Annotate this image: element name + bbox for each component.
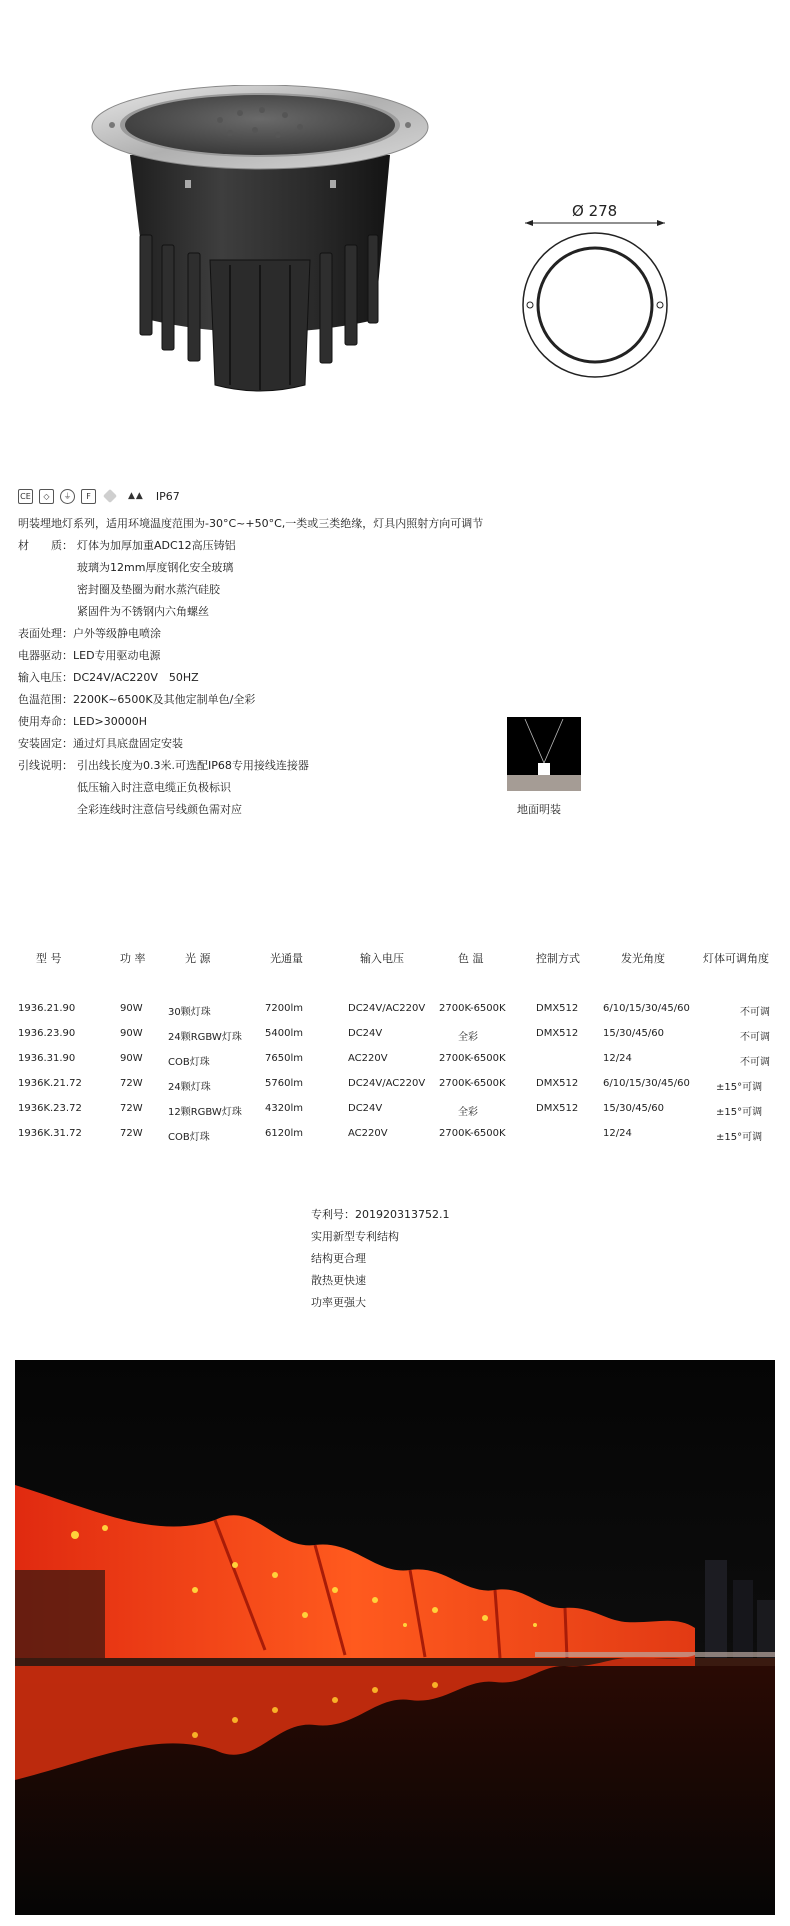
cell-voltage: DC24V/AC220V (348, 1078, 426, 1089)
cell-cct: 2700K-6500K (439, 1053, 506, 1064)
cell-cct: 全彩 (458, 1107, 478, 1118)
cell-power: 72W (120, 1078, 143, 1089)
patent-feature: 散热更快速 (311, 1274, 366, 1287)
cell-voltage: AC220V (348, 1128, 388, 1139)
cell-tilt: ±15°可调 (716, 1107, 763, 1118)
cell-control: DMX512 (536, 1003, 579, 1014)
product-image (90, 85, 430, 405)
cell-beam: 12/24 (603, 1053, 632, 1064)
diamond-icon (103, 489, 117, 503)
spec-installation: 安装固定：通过灯具底盘固定安装 (18, 737, 183, 750)
cell-cct: 2700K-6500K (439, 1078, 506, 1089)
cell-model: 1936.23.90 (18, 1028, 76, 1039)
cell-tilt: ±15°可调 (716, 1132, 763, 1143)
class-ii-icon: ◇ (39, 489, 54, 504)
cell-voltage: DC24V (348, 1103, 383, 1114)
spec-driver: 电器驱动：LED专用驱动电源 (18, 649, 161, 662)
cell-source: COB灯珠 (168, 1132, 210, 1143)
cell-flux: 7200lm (265, 1003, 303, 1014)
ip-rating: IP67 (155, 489, 180, 503)
spec-material-line: 紧固件为不锈钢内六角螺丝 (77, 605, 209, 618)
cell-beam: 12/24 (603, 1128, 632, 1139)
cell-control: DMX512 (536, 1103, 579, 1114)
patent-number: 专利号：201920313752.1 (311, 1208, 450, 1221)
spec-color-temp: 色温范围：2200K~6500K及其他定制单色/全彩 (18, 693, 256, 706)
cell-tilt: 不可调 (740, 1032, 770, 1043)
table-header-power: 功 率 (120, 952, 146, 965)
cell-flux: 4320lm (265, 1103, 303, 1114)
spec-material-line: 灯体为加厚加重ADC12高压铸铝 (77, 539, 236, 552)
table-header-flux: 光通量 (270, 952, 303, 965)
cell-cct: 全彩 (458, 1032, 478, 1043)
table-header-source: 光 源 (185, 952, 211, 965)
cell-beam: 6/10/15/30/45/60 (603, 1003, 690, 1014)
spec-wiring-line: 全彩连线时注意信号线颜色需对应 (77, 803, 242, 816)
patent-feature: 实用新型专利结构 (311, 1230, 399, 1243)
cell-power: 72W (120, 1128, 143, 1139)
cell-model: 1936.31.90 (18, 1053, 76, 1064)
cell-tilt: 不可调 (740, 1007, 770, 1018)
spec-material-label: 材 质： (18, 539, 73, 552)
cell-source: COB灯珠 (168, 1057, 210, 1068)
cell-source: 24颗灯珠 (168, 1082, 211, 1093)
cell-power: 90W (120, 1003, 143, 1014)
cell-flux: 5400lm (265, 1028, 303, 1039)
cell-model: 1936K.31.72 (18, 1128, 82, 1139)
cell-flux: 5760lm (265, 1078, 303, 1089)
cell-voltage: DC24V/AC220V (348, 1003, 426, 1014)
cell-tilt: ±15°可调 (716, 1082, 763, 1093)
cell-power: 90W (120, 1028, 143, 1039)
certification-row (18, 488, 180, 504)
f-mark-icon: F (81, 489, 96, 504)
cell-power: 72W (120, 1103, 143, 1114)
patent-feature: 结构更合理 (311, 1252, 366, 1265)
cell-beam: 15/30/45/60 (603, 1103, 665, 1114)
spec-wiring-line: 低压输入时注意电缆正负极标识 (77, 781, 231, 794)
cell-model: 1936K.23.72 (18, 1103, 82, 1114)
cell-source: 24颗RGBW灯珠 (168, 1032, 242, 1043)
cell-control: DMX512 (536, 1028, 579, 1039)
table-header-voltage: 输入电压 (360, 952, 404, 965)
surface-mount-illustration (507, 717, 581, 791)
spec-wiring-line: 引出线长度为0.3米.可选配IP68专用接线连接器 (77, 759, 309, 772)
spec-surface: 表面处理：户外等级静电喷涂 (18, 627, 161, 640)
diameter-label: Ø 278 (572, 202, 618, 220)
spec-lifetime: 使用寿命：LED>30000H (18, 715, 148, 728)
install-label: 地面明装 (517, 803, 561, 816)
table-header-beam: 发光角度 (621, 952, 665, 965)
earth-icon: ⏚ (60, 489, 75, 504)
table-header-model: 型 号 (36, 952, 62, 965)
spec-voltage: 输入电压：DC24V/AC220V 50HZ (18, 671, 199, 684)
spec-intro: 明装埋地灯系列，适用环境温度范围为-30°C~+50°C,一类或三类绝缘，灯具内照射方向可调节 (18, 517, 484, 530)
cell-flux: 7650lm (265, 1053, 303, 1064)
cell-power: 90W (120, 1053, 143, 1064)
cell-flux: 6120lm (265, 1128, 303, 1139)
cell-tilt: 不可调 (740, 1057, 770, 1068)
table-header-control: 控制方式 (536, 952, 580, 965)
cell-cct: 2700K-6500K (439, 1128, 506, 1139)
cell-cct: 2700K-6500K (439, 1003, 506, 1014)
patent-feature: 功率更强大 (311, 1296, 366, 1309)
cell-source: 30颗灯珠 (168, 1007, 211, 1018)
spec-material-line: 密封圈及垫圈为耐水蒸汽硅胶 (77, 583, 220, 596)
cell-source: 12颗RGBW灯珠 (168, 1107, 242, 1118)
cell-voltage: DC24V (348, 1028, 383, 1039)
table-header-cct: 色 温 (458, 952, 484, 965)
cell-control: DMX512 (536, 1078, 579, 1089)
ce-icon: CE (18, 489, 33, 504)
table-header-tilt: 灯体可调角度 (703, 952, 769, 965)
cell-voltage: AC220V (348, 1053, 388, 1064)
spec-material-line: 玻璃为12mm厚度钢化安全玻璃 (77, 561, 234, 574)
dimension-drawing (510, 195, 680, 395)
cell-beam: 6/10/15/30/45/60 (603, 1078, 690, 1089)
project-photo (15, 1360, 775, 1915)
waterproof-drops-icon: ▲▲ (128, 491, 144, 501)
spec-wiring-label: 引线说明： (18, 759, 73, 772)
cell-model: 1936K.21.72 (18, 1078, 82, 1089)
cell-model: 1936.21.90 (18, 1003, 76, 1014)
cell-beam: 15/30/45/60 (603, 1028, 665, 1039)
